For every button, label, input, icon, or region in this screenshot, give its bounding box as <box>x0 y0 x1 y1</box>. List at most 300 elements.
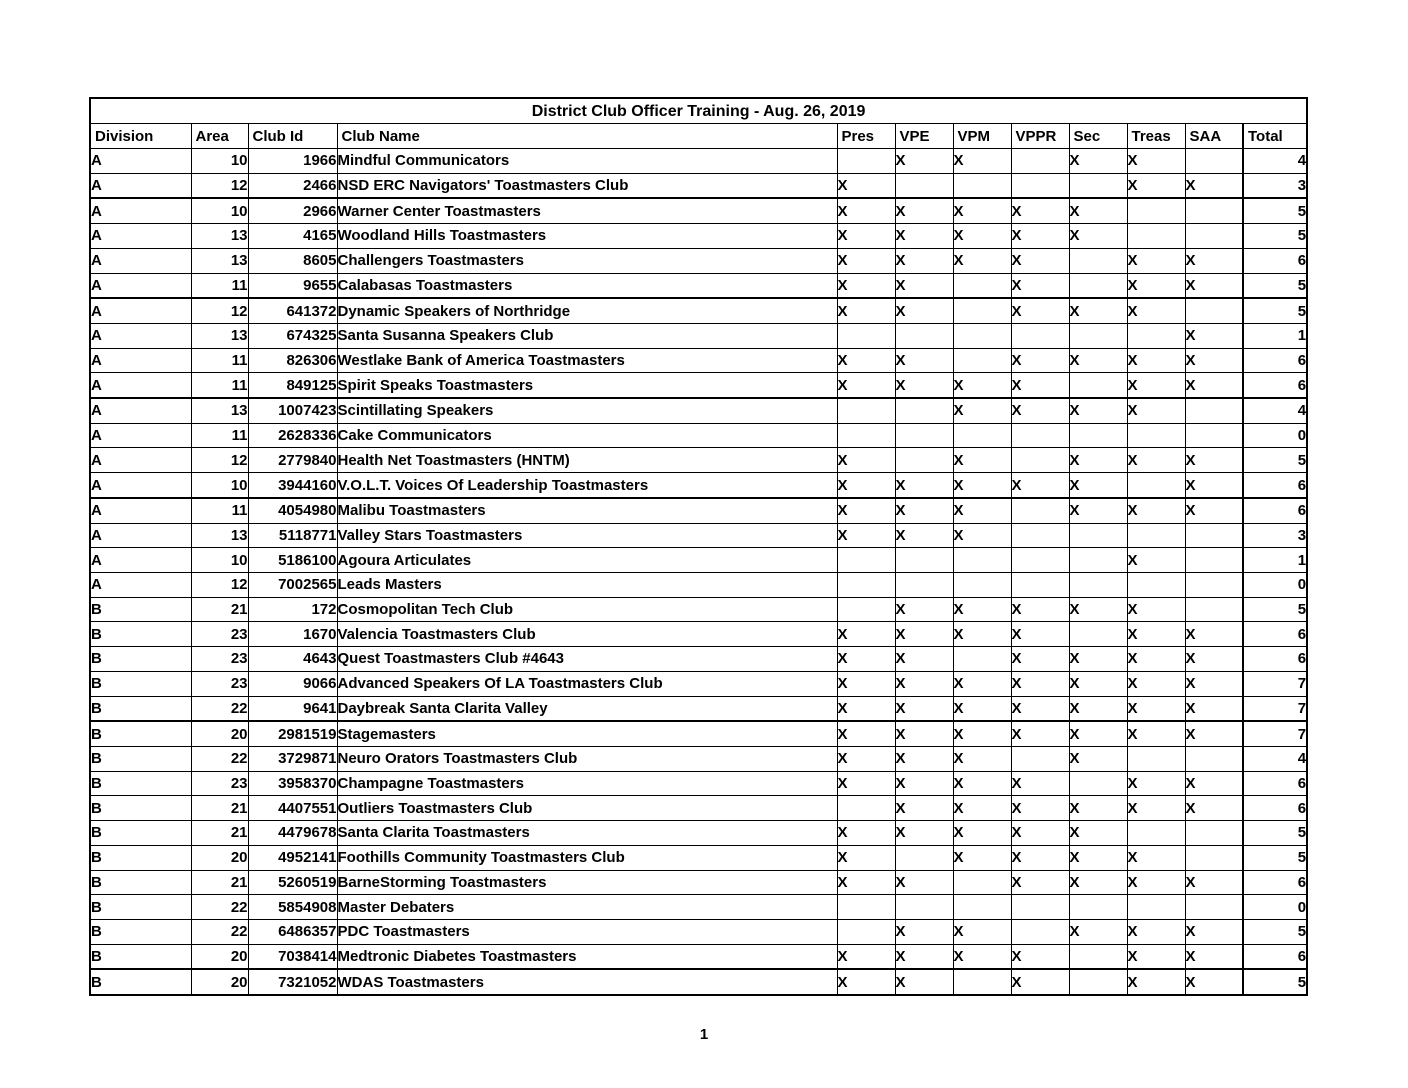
officer-vpm-cell <box>953 647 1011 672</box>
officer-vpm-cell <box>953 348 1011 373</box>
officer-saa-cell <box>1185 198 1243 223</box>
officer-vpe-cell: X <box>895 944 953 969</box>
club-name-cell: WDAS Toastmasters <box>337 969 837 995</box>
area-cell: 11 <box>191 423 248 448</box>
total-cell: 5 <box>1243 969 1307 995</box>
officer-vppr-cell: X <box>1011 622 1069 647</box>
officer-treas-cell: X <box>1127 944 1185 969</box>
area-cell: 13 <box>191 224 248 249</box>
officer-saa-cell: X <box>1185 671 1243 696</box>
officer-vppr-cell <box>1011 173 1069 198</box>
officer-treas-cell <box>1127 572 1185 597</box>
officer-vppr-cell: X <box>1011 473 1069 498</box>
officer-sec-cell <box>1069 173 1127 198</box>
club-id-cell: 2779840 <box>248 448 337 473</box>
officer-vpm-cell: X <box>953 597 1011 622</box>
total-cell: 0 <box>1243 895 1307 920</box>
officer-sec-cell <box>1069 248 1127 273</box>
officer-pres-cell: X <box>837 647 895 672</box>
officer-sec-cell: X <box>1069 721 1127 746</box>
officer-sec-cell: X <box>1069 647 1127 672</box>
total-cell: 6 <box>1243 498 1307 523</box>
total-cell: 4 <box>1243 746 1307 771</box>
club-id-cell: 1966 <box>248 149 337 174</box>
officer-pres-cell: X <box>837 448 895 473</box>
division-cell: A <box>90 572 191 597</box>
officer-vpm-cell <box>953 548 1011 573</box>
club-name-cell: Mindful Communicators <box>337 149 837 174</box>
officer-treas-cell: X <box>1127 548 1185 573</box>
club-id-cell: 9655 <box>248 273 337 298</box>
officer-treas-cell <box>1127 323 1185 348</box>
officer-vppr-cell <box>1011 895 1069 920</box>
officer-vpe-cell: X <box>895 771 953 796</box>
officer-treas-cell: X <box>1127 373 1185 398</box>
officer-vpe-cell: X <box>895 919 953 944</box>
officer-saa-cell: X <box>1185 448 1243 473</box>
officer-treas-cell <box>1127 473 1185 498</box>
officer-saa-cell: X <box>1185 622 1243 647</box>
officer-saa-cell <box>1185 572 1243 597</box>
col-header-club-id: Club Id <box>248 124 337 149</box>
total-cell: 6 <box>1243 870 1307 895</box>
officer-pres-cell <box>837 149 895 174</box>
officer-vppr-cell <box>1011 919 1069 944</box>
club-row <box>90 224 1307 249</box>
officer-saa-cell <box>1185 523 1243 548</box>
club-row <box>90 647 1307 672</box>
officer-vpm-cell: X <box>953 746 1011 771</box>
officer-saa-cell: X <box>1185 944 1243 969</box>
club-id-cell: 7002565 <box>248 572 337 597</box>
officer-vppr-cell: X <box>1011 721 1069 746</box>
club-id-cell: 7038414 <box>248 944 337 969</box>
club-row <box>90 821 1307 846</box>
division-cell: B <box>90 746 191 771</box>
officer-vpe-cell <box>895 423 953 448</box>
officer-treas-cell: X <box>1127 845 1185 870</box>
area-cell: 22 <box>191 919 248 944</box>
officer-vpe-cell: X <box>895 622 953 647</box>
officer-vpe-cell: X <box>895 796 953 821</box>
club-row <box>90 248 1307 273</box>
club-row <box>90 398 1307 423</box>
club-row <box>90 173 1307 198</box>
area-cell: 22 <box>191 696 248 721</box>
total-cell: 5 <box>1243 273 1307 298</box>
officer-vpm-cell: X <box>953 398 1011 423</box>
club-id-cell: 1007423 <box>248 398 337 423</box>
area-cell: 23 <box>191 771 248 796</box>
officer-vpe-cell: X <box>895 248 953 273</box>
officer-vppr-cell <box>1011 448 1069 473</box>
club-id-cell: 2981519 <box>248 721 337 746</box>
officer-sec-cell <box>1069 622 1127 647</box>
club-row <box>90 622 1307 647</box>
club-name-cell: V.O.L.T. Voices Of Leadership Toastmasters <box>337 473 837 498</box>
officer-vpe-cell: X <box>895 870 953 895</box>
officer-treas-cell: X <box>1127 149 1185 174</box>
total-cell: 5 <box>1243 298 1307 323</box>
division-cell: A <box>90 248 191 273</box>
officer-saa-cell <box>1185 398 1243 423</box>
officer-vpe-cell: X <box>895 821 953 846</box>
club-name-cell: BarneStorming Toastmasters <box>337 870 837 895</box>
total-cell: 6 <box>1243 771 1307 796</box>
division-cell: B <box>90 895 191 920</box>
club-id-cell: 4054980 <box>248 498 337 523</box>
officer-pres-cell <box>837 423 895 448</box>
officer-pres-cell: X <box>837 523 895 548</box>
officer-sec-cell: X <box>1069 821 1127 846</box>
officer-vpm-cell <box>953 273 1011 298</box>
officer-pres-cell: X <box>837 373 895 398</box>
officer-vppr-cell: X <box>1011 969 1069 995</box>
officer-sec-cell: X <box>1069 398 1127 423</box>
officer-vpe-cell: X <box>895 198 953 223</box>
officer-pres-cell: X <box>837 248 895 273</box>
division-cell: B <box>90 821 191 846</box>
officer-saa-cell: X <box>1185 771 1243 796</box>
division-cell: A <box>90 473 191 498</box>
officer-pres-cell: X <box>837 298 895 323</box>
club-id-cell: 1670 <box>248 622 337 647</box>
officer-vppr-cell: X <box>1011 273 1069 298</box>
officer-treas-cell <box>1127 198 1185 223</box>
club-name-cell: Challengers Toastmasters <box>337 248 837 273</box>
club-name-cell: Foothills Community Toastmasters Club <box>337 845 837 870</box>
area-cell: 23 <box>191 622 248 647</box>
division-cell: A <box>90 298 191 323</box>
officer-pres-cell: X <box>837 671 895 696</box>
officer-treas-cell <box>1127 523 1185 548</box>
area-cell: 13 <box>191 523 248 548</box>
officer-vppr-cell: X <box>1011 671 1069 696</box>
total-cell: 5 <box>1243 224 1307 249</box>
club-row <box>90 671 1307 696</box>
officer-vpe-cell: X <box>895 373 953 398</box>
officer-vpe-cell: X <box>895 696 953 721</box>
club-id-cell: 5118771 <box>248 523 337 548</box>
division-cell: B <box>90 969 191 995</box>
club-row <box>90 796 1307 821</box>
officer-treas-cell: X <box>1127 273 1185 298</box>
col-header-total: Total <box>1243 124 1307 149</box>
total-cell: 3 <box>1243 523 1307 548</box>
club-row <box>90 969 1307 995</box>
club-id-cell: 641372 <box>248 298 337 323</box>
club-row <box>90 273 1307 298</box>
col-header-vppr: VPPR <box>1011 124 1069 149</box>
officer-saa-cell <box>1185 746 1243 771</box>
club-id-cell: 5260519 <box>248 870 337 895</box>
division-cell: B <box>90 597 191 622</box>
club-id-cell: 3944160 <box>248 473 337 498</box>
club-name-cell: Health Net Toastmasters (HNTM) <box>337 448 837 473</box>
officer-vpm-cell: X <box>953 845 1011 870</box>
total-cell: 4 <box>1243 398 1307 423</box>
officer-treas-cell: X <box>1127 969 1185 995</box>
officer-pres-cell <box>837 919 895 944</box>
officer-pres-cell <box>837 323 895 348</box>
officer-vppr-cell: X <box>1011 373 1069 398</box>
total-cell: 6 <box>1243 473 1307 498</box>
officer-vpm-cell: X <box>953 796 1011 821</box>
total-cell: 5 <box>1243 597 1307 622</box>
division-cell: B <box>90 696 191 721</box>
officer-pres-cell: X <box>837 224 895 249</box>
club-row <box>90 149 1307 174</box>
division-cell: A <box>90 173 191 198</box>
area-cell: 13 <box>191 323 248 348</box>
division-cell: A <box>90 149 191 174</box>
club-id-cell: 5186100 <box>248 548 337 573</box>
area-cell: 20 <box>191 944 248 969</box>
officer-sec-cell: X <box>1069 224 1127 249</box>
officer-pres-cell: X <box>837 870 895 895</box>
club-id-cell: 4952141 <box>248 845 337 870</box>
officer-treas-cell: X <box>1127 348 1185 373</box>
officer-vpe-cell: X <box>895 473 953 498</box>
officer-sec-cell <box>1069 323 1127 348</box>
officer-vpm-cell <box>953 870 1011 895</box>
officer-saa-cell: X <box>1185 173 1243 198</box>
officer-treas-cell: X <box>1127 696 1185 721</box>
officer-vppr-cell: X <box>1011 845 1069 870</box>
officer-vpe-cell: X <box>895 224 953 249</box>
club-name-cell: Stagemasters <box>337 721 837 746</box>
officer-vpm-cell <box>953 969 1011 995</box>
total-cell: 7 <box>1243 721 1307 746</box>
officer-vppr-cell: X <box>1011 647 1069 672</box>
officer-sec-cell <box>1069 373 1127 398</box>
club-name-cell: Outliers Toastmasters Club <box>337 796 837 821</box>
division-cell: B <box>90 671 191 696</box>
officer-saa-cell <box>1185 597 1243 622</box>
club-id-cell: 4479678 <box>248 821 337 846</box>
club-id-cell: 4407551 <box>248 796 337 821</box>
total-cell: 6 <box>1243 248 1307 273</box>
club-row <box>90 423 1307 448</box>
officer-pres-cell <box>837 548 895 573</box>
officer-vpm-cell: X <box>953 248 1011 273</box>
division-cell: B <box>90 647 191 672</box>
page-number: 1 <box>699 1026 709 1043</box>
area-cell: 12 <box>191 173 248 198</box>
officer-sec-cell <box>1069 548 1127 573</box>
officer-vpe-cell: X <box>895 746 953 771</box>
col-header-pres: Pres <box>837 124 895 149</box>
club-id-cell: 172 <box>248 597 337 622</box>
club-id-cell: 3729871 <box>248 746 337 771</box>
total-cell: 6 <box>1243 796 1307 821</box>
division-cell: B <box>90 622 191 647</box>
officer-sec-cell: X <box>1069 919 1127 944</box>
officer-pres-cell: X <box>837 348 895 373</box>
club-name-cell: PDC Toastmasters <box>337 919 837 944</box>
club-id-cell: 6486357 <box>248 919 337 944</box>
club-row <box>90 523 1307 548</box>
table-header-row <box>90 124 1307 149</box>
club-row <box>90 548 1307 573</box>
col-header-vpm: VPM <box>953 124 1011 149</box>
club-row <box>90 298 1307 323</box>
officer-treas-cell: X <box>1127 173 1185 198</box>
club-name-cell: Westlake Bank of America Toastmasters <box>337 348 837 373</box>
club-id-cell: 826306 <box>248 348 337 373</box>
total-cell: 6 <box>1243 647 1307 672</box>
division-cell: B <box>90 919 191 944</box>
total-cell: 6 <box>1243 944 1307 969</box>
division-cell: A <box>90 198 191 223</box>
officer-vpe-cell: X <box>895 498 953 523</box>
officer-treas-cell: X <box>1127 919 1185 944</box>
officer-vpm-cell: X <box>953 771 1011 796</box>
officer-vpm-cell: X <box>953 448 1011 473</box>
officer-saa-cell: X <box>1185 498 1243 523</box>
officer-saa-cell: X <box>1185 647 1243 672</box>
officer-saa-cell <box>1185 548 1243 573</box>
officer-vppr-cell <box>1011 746 1069 771</box>
officer-sec-cell: X <box>1069 448 1127 473</box>
officer-vppr-cell <box>1011 572 1069 597</box>
officer-saa-cell: X <box>1185 696 1243 721</box>
officer-vpm-cell: X <box>953 523 1011 548</box>
officer-vppr-cell: X <box>1011 696 1069 721</box>
officer-treas-cell: X <box>1127 771 1185 796</box>
area-cell: 11 <box>191 348 248 373</box>
club-id-cell: 849125 <box>248 373 337 398</box>
club-id-cell: 2628336 <box>248 423 337 448</box>
area-cell: 23 <box>191 647 248 672</box>
officer-saa-cell <box>1185 895 1243 920</box>
area-cell: 21 <box>191 821 248 846</box>
club-id-cell: 2466 <box>248 173 337 198</box>
club-name-cell: Valencia Toastmasters Club <box>337 622 837 647</box>
col-header-saa: SAA <box>1185 124 1243 149</box>
officer-vpe-cell: X <box>895 273 953 298</box>
officer-saa-cell: X <box>1185 248 1243 273</box>
officer-vppr-cell: X <box>1011 821 1069 846</box>
area-cell: 21 <box>191 796 248 821</box>
area-cell: 10 <box>191 198 248 223</box>
club-name-cell: Neuro Orators Toastmasters Club <box>337 746 837 771</box>
officer-sec-cell: X <box>1069 498 1127 523</box>
officer-sec-cell <box>1069 771 1127 796</box>
officer-treas-cell: X <box>1127 671 1185 696</box>
officer-pres-cell: X <box>837 746 895 771</box>
club-name-cell: Champagne Toastmasters <box>337 771 837 796</box>
officer-treas-cell: X <box>1127 498 1185 523</box>
officer-vpm-cell <box>953 173 1011 198</box>
officer-vpe-cell: X <box>895 149 953 174</box>
club-name-cell: Cake Communicators <box>337 423 837 448</box>
officer-saa-cell <box>1185 149 1243 174</box>
officer-vpm-cell: X <box>953 498 1011 523</box>
division-cell: B <box>90 771 191 796</box>
area-cell: 20 <box>191 721 248 746</box>
officer-sec-cell: X <box>1069 298 1127 323</box>
total-cell: 5 <box>1243 198 1307 223</box>
officer-sec-cell <box>1069 523 1127 548</box>
officer-saa-cell <box>1185 224 1243 249</box>
officer-vppr-cell: X <box>1011 771 1069 796</box>
total-cell: 6 <box>1243 373 1307 398</box>
officer-pres-cell: X <box>837 498 895 523</box>
officer-vpm-cell: X <box>953 373 1011 398</box>
col-header-treas: Treas <box>1127 124 1185 149</box>
area-cell: 10 <box>191 473 248 498</box>
officer-sec-cell <box>1069 273 1127 298</box>
officer-training-table <box>89 97 1308 996</box>
club-id-cell: 4643 <box>248 647 337 672</box>
division-cell: A <box>90 273 191 298</box>
officer-vpe-cell: X <box>895 298 953 323</box>
officer-vpe-cell <box>895 548 953 573</box>
area-cell: 10 <box>191 548 248 573</box>
officer-vppr-cell: X <box>1011 796 1069 821</box>
total-cell: 1 <box>1243 548 1307 573</box>
officer-vpe-cell: X <box>895 523 953 548</box>
division-cell: A <box>90 548 191 573</box>
division-cell: A <box>90 448 191 473</box>
area-cell: 23 <box>191 671 248 696</box>
officer-vppr-cell: X <box>1011 597 1069 622</box>
club-name-cell: Cosmopolitan Tech Club <box>337 597 837 622</box>
division-cell: A <box>90 423 191 448</box>
area-cell: 12 <box>191 448 248 473</box>
officer-treas-cell <box>1127 895 1185 920</box>
total-cell: 0 <box>1243 423 1307 448</box>
officer-saa-cell: X <box>1185 796 1243 821</box>
officer-pres-cell: X <box>837 273 895 298</box>
officer-pres-cell: X <box>837 198 895 223</box>
club-row <box>90 448 1307 473</box>
officer-treas-cell <box>1127 423 1185 448</box>
officer-vpe-cell <box>895 398 953 423</box>
officer-vpm-cell: X <box>953 671 1011 696</box>
club-name-cell: Valley Stars Toastmasters <box>337 523 837 548</box>
total-cell: 7 <box>1243 671 1307 696</box>
total-cell: 4 <box>1243 149 1307 174</box>
officer-saa-cell <box>1185 423 1243 448</box>
club-row <box>90 721 1307 746</box>
officer-treas-cell <box>1127 746 1185 771</box>
officer-vpm-cell <box>953 323 1011 348</box>
club-name-cell: Master Debaters <box>337 895 837 920</box>
officer-treas-cell: X <box>1127 448 1185 473</box>
club-name-cell: Scintillating Speakers <box>337 398 837 423</box>
officer-vpm-cell: X <box>953 473 1011 498</box>
total-cell: 5 <box>1243 919 1307 944</box>
officer-pres-cell <box>837 572 895 597</box>
total-cell: 1 <box>1243 323 1307 348</box>
col-header-club-name: Club Name <box>337 124 837 149</box>
officer-treas-cell: X <box>1127 597 1185 622</box>
division-cell: A <box>90 224 191 249</box>
officer-sec-cell: X <box>1069 870 1127 895</box>
club-row <box>90 771 1307 796</box>
club-name-cell: Santa Clarita Toastmasters <box>337 821 837 846</box>
club-row <box>90 870 1307 895</box>
area-cell: 12 <box>191 572 248 597</box>
officer-vppr-cell: X <box>1011 348 1069 373</box>
total-cell: 6 <box>1243 622 1307 647</box>
officer-vpe-cell: X <box>895 969 953 995</box>
officer-vppr-cell <box>1011 548 1069 573</box>
officer-sec-cell: X <box>1069 473 1127 498</box>
club-id-cell: 9066 <box>248 671 337 696</box>
